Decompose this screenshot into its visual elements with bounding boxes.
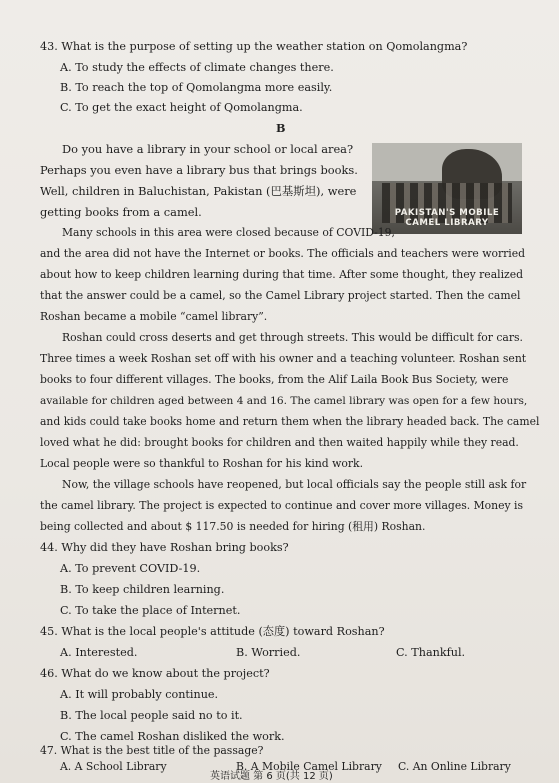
question-46-option-b: B. The local people said no to it. <box>60 709 243 722</box>
p1-line-1: Do you have a library in your school or local area? <box>62 142 354 156</box>
p3-line-1: Roshan could cross deserts and get through streets. This would be difficult for cars. <box>62 331 523 344</box>
p3-line-6: loved what he did: brought books for children and then waited happily while they read. <box>40 436 519 449</box>
question-47-option-a: A. A School Library <box>60 760 167 773</box>
p3-line-2: Three times a week Roshan set off with his owner and a teaching volunteer. Roshan sent <box>40 352 527 365</box>
p2-line-2: and the area did not have the Internet or books. The officials and teachers were worried <box>40 247 526 260</box>
question-45-option-c: C. Thankful. <box>396 646 466 659</box>
p3-line-3: books to four different villages. The books, from the Alif Laila Book Bus Society, were <box>40 373 509 386</box>
question-44-option-b: B. To keep children learning. <box>60 583 225 596</box>
question-45-stem: 45. What is the local people's attitude (态度) toward Roshan? <box>40 625 385 638</box>
p4-line-3: being collected and about $ 117.50 is needed for hiring (租用) Roshan. <box>40 520 426 533</box>
p2-line-1: Many schools in this area were closed because of COVID-19, <box>62 226 395 239</box>
p1-line-4: getting books from a camel. <box>40 205 202 219</box>
question-43-option-b: B. To reach the top of Qomolangma more easily. <box>60 81 333 94</box>
p2-line-5: Roshan became a mobile “camel library”. <box>40 310 268 323</box>
p2-line-3: about how to keep children learning during that time. After some thought, they realized <box>40 268 524 281</box>
question-45-option-b: B. Worried. <box>236 646 301 659</box>
photo-caption <box>372 208 522 228</box>
question-43-stem: 43. What is the purpose of setting up the weather station on Qomolangma? <box>40 40 468 53</box>
question-46-option-a: A. It will probably continue. <box>60 688 219 701</box>
section-heading: B <box>276 121 286 135</box>
photo-caption-line-2: CAMEL LIBRARY <box>405 218 489 228</box>
p3-line-7: Local people were so thankful to Roshan for his kind work. <box>40 457 364 470</box>
p2-line-4: that the answer could be a camel, so the Camel Library project started. Then the camel <box>40 289 521 302</box>
p4-line-2: the camel library. The project is expected to continue and cover more villages. Money is <box>40 499 524 512</box>
camel-library-photo <box>372 143 522 234</box>
question-45-option-a: A. Interested. <box>60 646 138 659</box>
question-46-stem: 46. What do we know about the project? <box>40 667 270 680</box>
photo-caption-line-1: PAKISTAN'S MOBILE <box>394 208 500 218</box>
question-44-stem: 44. Why did they have Roshan bring books? <box>40 541 289 554</box>
question-47-option-c: C. An Online Library <box>398 760 511 773</box>
p3-line-4: available for children aged between 4 and 16. The camel library was open for a few hours, <box>40 395 528 407</box>
p3-line-5: and kids could take books home and return them when the library headed back. The camel <box>40 415 540 428</box>
page-footer: 英语试题 第 6 页(共 12 页) <box>210 771 333 782</box>
p1-line-3: Well, children in Baluchistan, Pakistan (巴基斯坦), were <box>40 184 357 198</box>
question-44-option-c: C. To take the place of Internet. <box>60 604 241 617</box>
question-47-stem: 47. What is the best title of the passage? <box>40 744 264 757</box>
question-47-option-b: B. A Mobile Camel Library <box>236 760 382 773</box>
p1-line-2: Perhaps you even have a library bus that brings books. <box>40 163 358 177</box>
question-46-option-c: C. The camel Roshan disliked the work. <box>60 730 285 743</box>
question-43-option-c: C. To get the exact height of Qomolangma. <box>60 101 303 114</box>
p4-line-1: Now, the village schools have reopened, but local officials say the people still ask for <box>62 478 527 491</box>
question-43-option-a: A. To study the effects of climate changes there. <box>60 61 334 74</box>
question-44-option-a: A. To prevent COVID-19. <box>60 562 201 575</box>
